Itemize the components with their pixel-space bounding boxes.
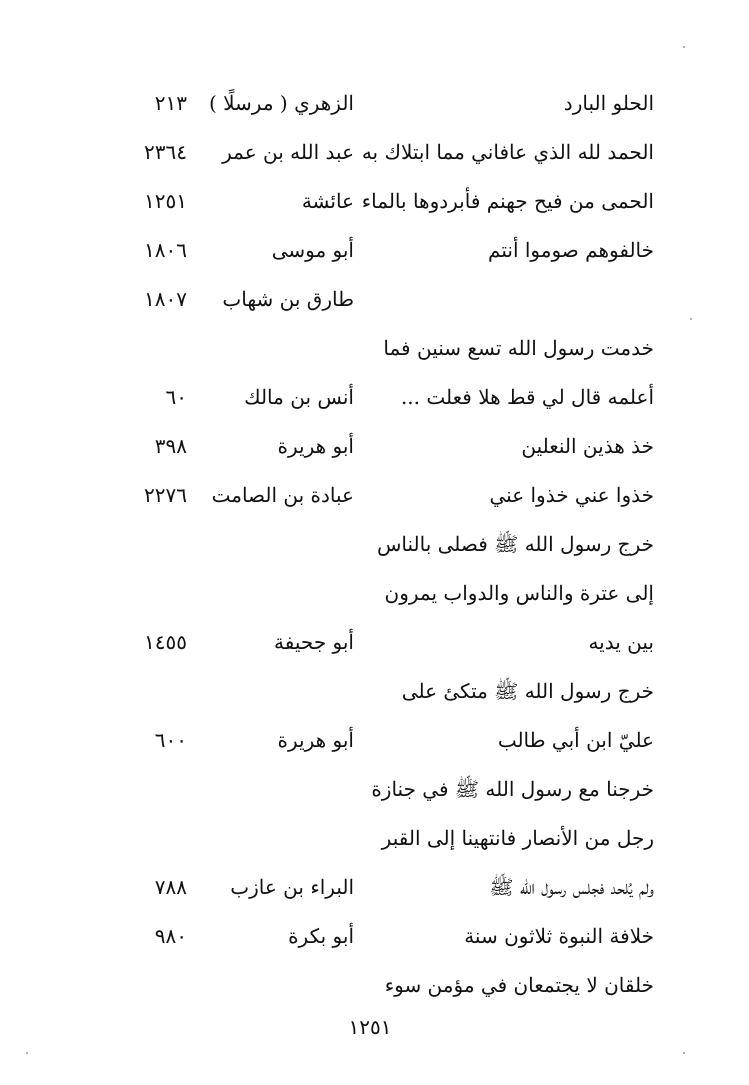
hadith-text: خرج رسول الله ﷺ فصلى بالناس: [376, 532, 654, 556]
narrator: أبو هريرة: [277, 728, 354, 752]
hadith-text: خلقان لا يجتمعان في مؤمن سوء: [384, 973, 654, 997]
hadith-text: رجل من الأنصار فانتهينا إلى القبر: [381, 826, 654, 850]
hadith-text: خذ هذين النعلين: [521, 434, 654, 458]
index-entry: [0, 181, 749, 221]
index-entry: [0, 769, 749, 809]
hadith-text: أعلمه قال لي قط هلا فعلت ...: [400, 385, 654, 409]
index-entry: [0, 475, 749, 515]
hadith-text: الحمى من فيح جهنم فأبردوها بالماء: [361, 189, 654, 213]
hadith-text: خرج رسول الله ﷺ متكئ على: [401, 679, 654, 703]
index-entry: [0, 916, 749, 956]
hadith-text: عليّ ابن أبي طالب: [497, 728, 654, 752]
index-entry: [0, 720, 749, 760]
hadith-text: الحمد لله الذي عافاني مما ابتلاك به: [361, 140, 654, 164]
scan-speck: [26, 1052, 28, 1054]
hadith-text: الحلو البارد: [563, 91, 654, 115]
index-entry: [0, 622, 749, 662]
hadith-text: خذوا عني خذوا عني: [489, 483, 654, 507]
index-entry: [0, 965, 749, 1005]
hadith-number: ٢٢٧٦: [144, 483, 187, 507]
narrator: عبد الله بن عمر: [222, 140, 354, 164]
hadith-text: خرجنا مع رسول الله ﷺ في جنازة: [371, 777, 654, 801]
page-number: ١٢٥١: [348, 1015, 392, 1039]
hadith-number: ١٨٠٧: [144, 287, 187, 311]
index-entry: [0, 671, 749, 711]
hadith-number: ١٢٥١: [144, 189, 187, 213]
index-entry: [0, 83, 749, 123]
narrator: عائشة: [301, 189, 354, 213]
hadith-number: ١٤٥٥: [144, 630, 187, 654]
index-entry: [0, 230, 749, 270]
narrator: أنس بن مالك: [244, 385, 354, 409]
hadith-number: ٧٨٨: [154, 875, 187, 899]
hadith-text: خدمت رسول الله تسع سنين فما: [383, 336, 654, 360]
index-entry: [0, 328, 749, 368]
index-entry: [0, 573, 749, 613]
scan-speck: [683, 1052, 685, 1054]
narrator: طارق بن شهاب: [222, 287, 354, 311]
narrator: أبو موسى: [271, 238, 354, 262]
hadith-number: ٦٠: [165, 385, 187, 409]
hadith-text: ولم يُلحد فجلس رسول الله ﷺ: [489, 875, 654, 899]
index-entry: [0, 426, 749, 466]
hadith-number: ٢١٣: [154, 91, 187, 115]
index-entry: [0, 377, 749, 417]
narrator: الزهري ( مرسلًا ): [208, 91, 354, 115]
hadith-number: ٦٠٠: [154, 728, 187, 752]
hadith-number: ٩٨٠: [154, 924, 187, 948]
index-entry: [0, 524, 749, 564]
narrator: أبو جحيفة: [274, 630, 354, 654]
hadith-text: إلى عترة والناس والدواب يمرون: [384, 581, 654, 605]
narrator: عبادة بن الصامت: [211, 483, 354, 507]
narrator: أبو هريرة: [277, 434, 354, 458]
hadith-text: خلافة النبوة ثلاثون سنة: [464, 924, 654, 948]
hadith-text: خالفوهم صوموا أنتم: [488, 238, 654, 262]
index-entry: [0, 818, 749, 858]
scan-speck: [683, 46, 685, 48]
narrator: أبو بكرة: [288, 924, 354, 948]
hadith-number: ١٨٠٦: [144, 238, 187, 262]
hadith-number: ٢٣٦٤: [144, 140, 187, 164]
narrator: البراء بن عازب: [230, 875, 354, 899]
index-entry: [0, 867, 749, 907]
index-entry: [0, 132, 749, 172]
scan-speck: [690, 318, 692, 320]
index-entry: [0, 279, 749, 319]
hadith-number: ٣٩٨: [154, 434, 187, 458]
hadith-text: بين يديه: [588, 630, 654, 654]
